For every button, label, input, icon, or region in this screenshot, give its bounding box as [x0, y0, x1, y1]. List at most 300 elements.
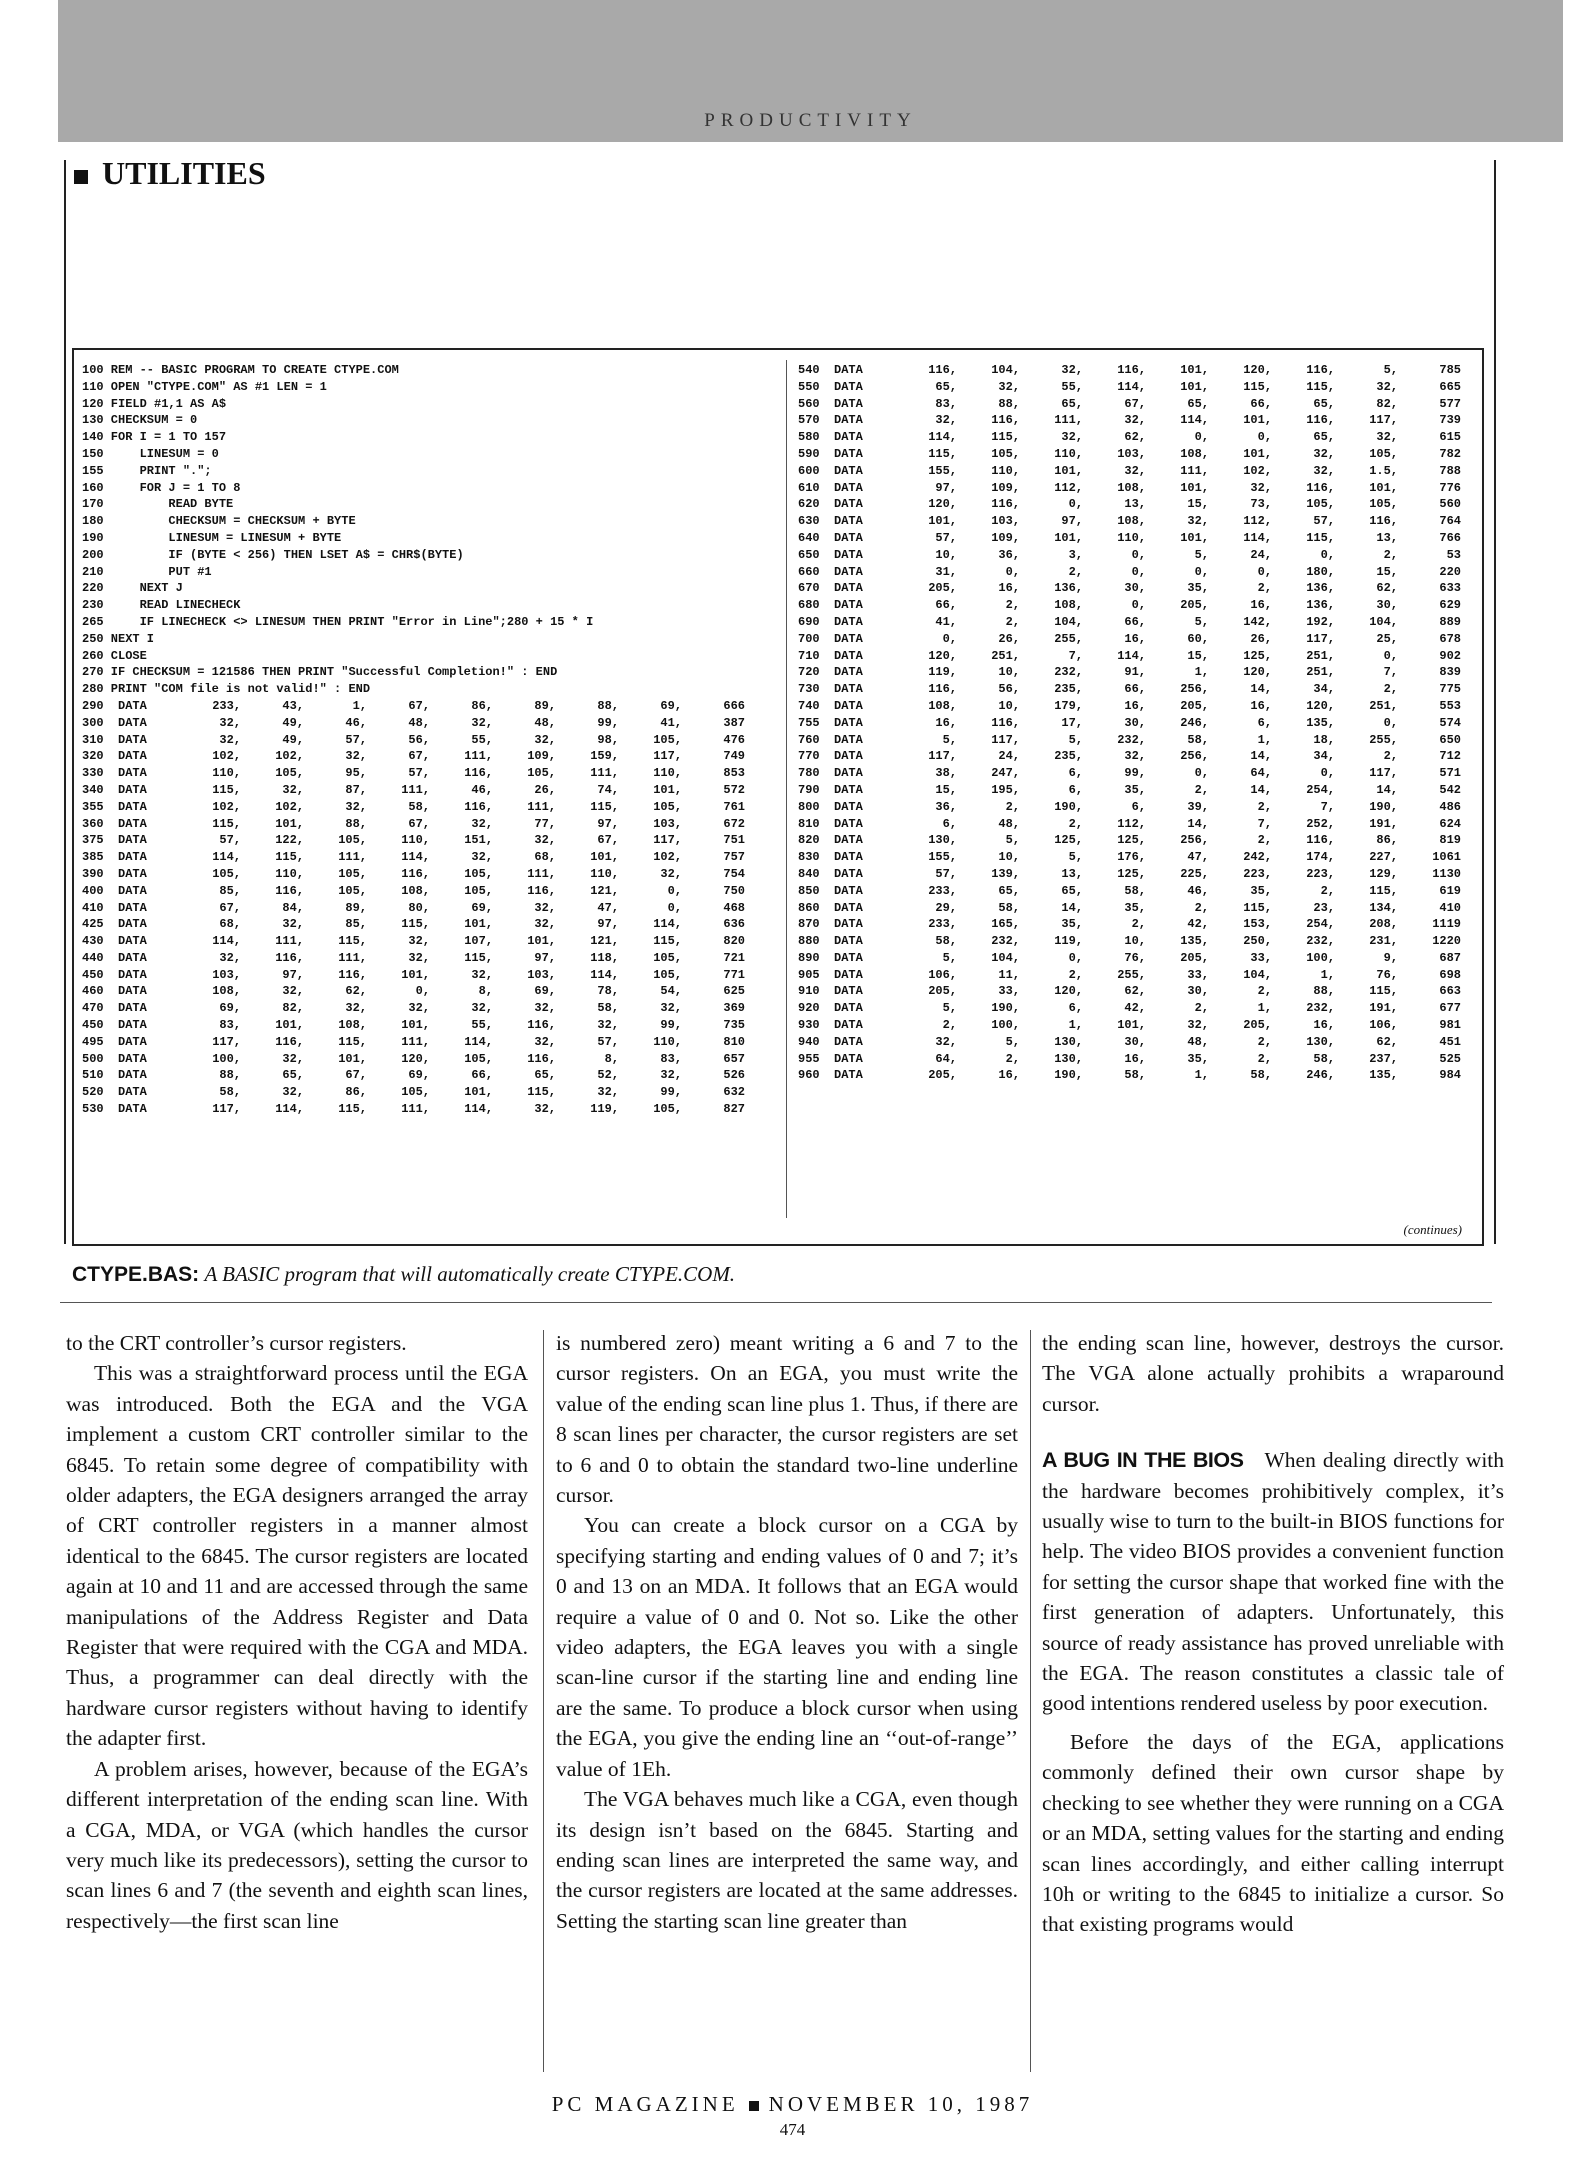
data-value: 5, — [1068, 732, 1083, 747]
data-value: 14, — [1250, 782, 1272, 797]
data-value: 101, — [464, 1085, 493, 1100]
data-value: 577 — [1439, 396, 1461, 411]
data-value: 225, — [1180, 866, 1209, 881]
line-number: 390 — [82, 866, 104, 881]
data-value: 195, — [991, 782, 1020, 797]
page-title: UTILITIES — [74, 155, 266, 192]
data-value: 103, — [527, 967, 556, 982]
data-row — [798, 765, 1478, 782]
data-row — [798, 799, 1478, 816]
data-row — [798, 648, 1478, 665]
keyword: DATA — [834, 430, 863, 445]
keyword: DATA — [834, 749, 863, 764]
data-value: 130, — [928, 833, 957, 848]
data-value: 205, — [1180, 598, 1209, 613]
data-value: 116, — [1369, 514, 1398, 529]
data-value: 0, — [667, 883, 682, 898]
data-value: 32, — [1124, 413, 1146, 428]
data-value: 115, — [653, 934, 682, 949]
data-value: 100, — [1306, 950, 1335, 965]
data-row — [798, 816, 1478, 833]
data-value: 116, — [1306, 363, 1335, 377]
data-value: 223, — [1243, 866, 1272, 881]
data-value: 69, — [471, 900, 493, 915]
data-value: 106, — [1369, 1018, 1398, 1033]
data-row — [798, 631, 1478, 648]
data-value: 98, — [597, 732, 619, 747]
data-value: 32, — [534, 1102, 556, 1117]
line-number: 495 — [82, 1034, 104, 1049]
data-row — [798, 463, 1478, 480]
data-value: 35, — [1187, 581, 1209, 596]
keyword: DATA — [834, 766, 863, 781]
line-number: 710 — [798, 648, 820, 663]
data-value: 16, — [1250, 598, 1272, 613]
data-value: 104, — [1243, 967, 1272, 982]
data-value: 108, — [928, 698, 957, 713]
data-row — [82, 1034, 782, 1051]
data-value: 2, — [1005, 614, 1020, 629]
data-value: 629 — [1439, 598, 1461, 613]
data-row — [82, 1000, 782, 1017]
data-value: 68, — [534, 850, 556, 865]
keyword: DATA — [118, 732, 147, 747]
data-value: 67, — [597, 833, 619, 848]
data-value: 17, — [1061, 715, 1083, 730]
data-row — [82, 916, 782, 933]
data-value: 1, — [1320, 967, 1335, 982]
data-value: 116, — [991, 715, 1020, 730]
data-value: 62, — [1124, 984, 1146, 999]
line-number: 630 — [798, 514, 820, 529]
data-value: 115, — [1369, 883, 1398, 898]
data-value: 572 — [723, 782, 745, 797]
data-value: 117, — [991, 732, 1020, 747]
data-value: 782 — [1439, 446, 1461, 461]
data-value: 678 — [1439, 631, 1461, 646]
data-value: 190, — [1054, 1068, 1083, 1083]
data-value: 32, — [471, 715, 493, 730]
data-value: 47, — [597, 900, 619, 915]
data-value: 130, — [1054, 1034, 1083, 1049]
data-value: 109, — [991, 480, 1020, 495]
keyword: DATA — [118, 967, 147, 982]
data-value: 14, — [1187, 816, 1209, 831]
keyword: DATA — [834, 850, 863, 865]
keyword: DATA — [118, 1102, 147, 1117]
data-value: 121, — [590, 934, 619, 949]
data-value: 14, — [1376, 782, 1398, 797]
keyword: DATA — [118, 749, 147, 764]
code-line: 150 LINESUM = 0 — [82, 446, 219, 461]
keyword: DATA — [834, 497, 863, 512]
data-value: 32, — [471, 967, 493, 982]
data-value: 16, — [1250, 698, 1272, 713]
data-value: 0, — [942, 631, 957, 646]
data-row — [82, 883, 782, 900]
data-value: 101, — [928, 514, 957, 529]
data-value: 233, — [928, 917, 957, 932]
data-value: 32, — [219, 715, 241, 730]
data-value: 32, — [471, 850, 493, 865]
data-value: 486 — [1439, 799, 1461, 814]
data-row — [82, 950, 782, 967]
data-value: 2, — [1194, 1001, 1209, 1016]
data-value: 103, — [653, 816, 682, 831]
data-value: 665 — [1439, 379, 1461, 394]
data-value: 105, — [653, 967, 682, 982]
paragraph: You can create a block cursor on a CGA by specifying starting and ending values of 0 and 7; it’s 0 and 13 on an MDA. It follows that an EGA would require a value of 0 and 0. Not so. Like the other video adapters, the EGA leaves you with a single scan-line cursor if the starting line and ending line are the same. To produce a block cursor when using the EGA, you give the ending line an ‘‘out-of-range’’ value of 1Eh. — [556, 1513, 1018, 1781]
data-value: 105, — [527, 766, 556, 781]
data-value: 116, — [1306, 413, 1335, 428]
data-value: 116, — [464, 766, 493, 781]
data-value: 2, — [1257, 1051, 1272, 1066]
data-value: 15, — [1376, 564, 1398, 579]
data-value: 32, — [660, 866, 682, 881]
line-number: 310 — [82, 732, 104, 747]
keyword: DATA — [834, 1018, 863, 1033]
data-value: 115, — [1306, 530, 1335, 545]
data-value: 115, — [991, 430, 1020, 445]
data-value: 38, — [935, 766, 957, 781]
data-value: 111, — [338, 950, 367, 965]
data-value: 6, — [1068, 782, 1083, 797]
data-value: 76, — [1376, 967, 1398, 982]
data-value: 32, — [1376, 430, 1398, 445]
data-value: 67, — [219, 900, 241, 915]
data-value: 119, — [1054, 934, 1083, 949]
data-value: 13, — [1124, 497, 1146, 512]
data-value: 663 — [1439, 984, 1461, 999]
line-number: 955 — [798, 1051, 820, 1066]
data-value: 57, — [408, 766, 430, 781]
data-value: 41, — [935, 614, 957, 629]
data-row — [82, 765, 782, 782]
data-row — [82, 1084, 782, 1101]
code-line: 270 IF CHECKSUM = 121586 THEN PRINT "Successful Completion!" : END — [82, 665, 558, 680]
data-value: 114, — [1180, 413, 1209, 428]
data-value: 115, — [1369, 984, 1398, 999]
line-number: 690 — [798, 614, 820, 629]
data-value: 83, — [660, 1051, 682, 1066]
line-number: 840 — [798, 866, 820, 881]
data-value: 10, — [998, 698, 1020, 713]
data-value: 39, — [1187, 799, 1209, 814]
data-value: 32, — [345, 749, 367, 764]
data-value: 9, — [1383, 950, 1398, 965]
data-value: 77, — [534, 816, 556, 831]
data-value: 246, — [1180, 715, 1209, 730]
data-value: 223, — [1306, 866, 1335, 881]
data-value: 65, — [935, 379, 957, 394]
data-value: 57, — [935, 530, 957, 545]
data-value: 116, — [991, 497, 1020, 512]
keyword: DATA — [834, 698, 863, 713]
data-value: 65, — [534, 1068, 556, 1083]
data-value: 62, — [1376, 581, 1398, 596]
data-value: 1, — [1257, 732, 1272, 747]
data-value: 179, — [1054, 698, 1083, 713]
data-value: 111, — [527, 866, 556, 881]
data-value: 115, — [275, 850, 304, 865]
data-value: 16, — [1124, 698, 1146, 713]
data-value: 26, — [1250, 631, 1272, 646]
data-value: 102, — [1243, 463, 1272, 478]
line-number: 910 — [798, 984, 820, 999]
line-number: 470 — [82, 1001, 104, 1016]
data-value: 105, — [464, 866, 493, 881]
data-value: 687 — [1439, 950, 1461, 965]
caption-rule — [60, 1302, 1492, 1303]
data-value: 117, — [653, 833, 682, 848]
data-row — [798, 866, 1478, 883]
data-value: 109, — [527, 749, 556, 764]
data-value: 108, — [1180, 446, 1209, 461]
data-value: 116, — [527, 1018, 556, 1033]
data-value: 33, — [1187, 967, 1209, 982]
data-value: 232, — [1054, 665, 1083, 680]
code-line: 100 REM -- BASIC PROGRAM TO CREATE CTYPE.COM — [82, 363, 399, 377]
data-value: 107, — [464, 934, 493, 949]
data-value: 101, — [653, 782, 682, 797]
line-number: 300 — [82, 715, 104, 730]
data-value: 176, — [1117, 850, 1146, 865]
code-line: 230 READ LINECHECK — [82, 598, 241, 613]
data-value: 88, — [345, 816, 367, 831]
line-number: 770 — [798, 749, 820, 764]
data-value: 117, — [928, 749, 957, 764]
data-row — [798, 681, 1478, 698]
data-value: 0, — [1320, 547, 1335, 562]
keyword: DATA — [118, 1085, 147, 1100]
data-value: 476 — [723, 732, 745, 747]
data-value: 104, — [991, 950, 1020, 965]
data-value: 251, — [991, 648, 1020, 663]
data-value: 101, — [1054, 530, 1083, 545]
data-value: 1, — [1194, 1068, 1209, 1083]
data-value: 42, — [1187, 917, 1209, 932]
keyword: DATA — [834, 446, 863, 461]
data-row — [798, 664, 1478, 681]
data-value: 86, — [345, 1085, 367, 1100]
data-value: 111, — [401, 1102, 430, 1117]
data-row — [82, 1067, 782, 1084]
code-line: 140 FOR I = 1 TO 157 — [82, 430, 227, 445]
data-value: 255, — [1054, 631, 1083, 646]
listing-left-column — [82, 362, 782, 1118]
data-value: 252, — [1306, 816, 1335, 831]
listing-divider — [786, 360, 787, 1218]
data-value: 2, — [1194, 900, 1209, 915]
data-value: 120, — [1243, 665, 1272, 680]
data-value: 58, — [998, 900, 1020, 915]
data-value: 34, — [1313, 749, 1335, 764]
data-value: 58, — [408, 799, 430, 814]
data-value: 115, — [338, 934, 367, 949]
keyword: DATA — [118, 1034, 147, 1049]
data-value: 553 — [1439, 698, 1461, 713]
data-row — [82, 1051, 782, 1068]
data-value: 54, — [660, 984, 682, 999]
data-value: 118, — [590, 950, 619, 965]
code-line: 170 READ BYTE — [82, 497, 234, 512]
data-value: 65, — [1061, 883, 1083, 898]
data-value: 13, — [1061, 866, 1083, 881]
data-value: 232, — [1306, 1001, 1335, 1016]
data-value: 101, — [527, 934, 556, 949]
keyword: DATA — [834, 598, 863, 613]
data-value: 105, — [464, 1051, 493, 1066]
data-value: 36, — [998, 547, 1020, 562]
data-value: 105, — [338, 883, 367, 898]
data-row — [798, 429, 1478, 446]
data-value: 125, — [1054, 833, 1083, 848]
data-value: 65, — [1313, 396, 1335, 411]
data-value: 155, — [928, 850, 957, 865]
data-value: 58, — [1250, 1068, 1272, 1083]
data-value: 32, — [534, 917, 556, 932]
data-value: 116, — [928, 363, 957, 377]
data-value: 108, — [401, 883, 430, 898]
data-value: 10, — [998, 665, 1020, 680]
data-value: 14, — [1250, 682, 1272, 697]
data-value: 6, — [1131, 799, 1146, 814]
code-line: 155 PRINT "."; — [82, 463, 212, 478]
data-value: 250, — [1243, 934, 1272, 949]
data-value: 5, — [1068, 850, 1083, 865]
data-value: 2, — [1194, 782, 1209, 797]
data-row — [82, 1017, 782, 1034]
data-value: 42, — [1124, 1001, 1146, 1016]
data-value: 67, — [1124, 396, 1146, 411]
line-number: 580 — [798, 430, 820, 445]
data-value: 48, — [1187, 1034, 1209, 1049]
data-value: 100, — [212, 1051, 241, 1066]
data-value: 205, — [928, 984, 957, 999]
data-value: 2, — [1257, 833, 1272, 848]
data-value: 205, — [928, 581, 957, 596]
data-value: 111, — [338, 850, 367, 865]
data-value: 32, — [1313, 463, 1335, 478]
data-value: 111, — [464, 749, 493, 764]
data-value: 32, — [1061, 363, 1083, 377]
keyword: DATA — [118, 1051, 147, 1066]
data-value: 526 — [723, 1068, 745, 1083]
line-number: 920 — [798, 1001, 820, 1016]
data-value: 32, — [534, 900, 556, 915]
data-value: 136, — [1054, 581, 1083, 596]
line-number: 290 — [82, 698, 104, 713]
keyword: DATA — [834, 665, 863, 680]
data-row — [798, 916, 1478, 933]
data-value: 101, — [1054, 463, 1083, 478]
data-value: 33, — [998, 984, 1020, 999]
data-value: 155, — [928, 463, 957, 478]
data-value: 5, — [1194, 614, 1209, 629]
data-value: 66, — [1250, 396, 1272, 411]
keyword: DATA — [834, 866, 863, 881]
data-value: 205, — [1243, 1018, 1272, 1033]
data-value: 33, — [1250, 950, 1272, 965]
article-column-3 — [1042, 1328, 1504, 1940]
paragraph: to the CRT controller’s cursor registers. — [66, 1331, 407, 1355]
data-value: 56, — [998, 682, 1020, 697]
data-value: 32, — [1061, 430, 1083, 445]
data-value: 116, — [1117, 363, 1146, 377]
data-value: 110, — [590, 866, 619, 881]
data-row — [798, 412, 1478, 429]
data-value: 2, — [1257, 581, 1272, 596]
line-number: 760 — [798, 732, 820, 747]
data-value: 111, — [1054, 413, 1083, 428]
line-number: 610 — [798, 480, 820, 495]
data-value: 788 — [1439, 463, 1461, 478]
article-column-1 — [66, 1328, 528, 1936]
data-value: 58, — [935, 934, 957, 949]
data-value: 110, — [1117, 530, 1146, 545]
data-value: 2, — [1005, 799, 1020, 814]
data-value: 16, — [935, 715, 957, 730]
data-value: 102, — [275, 749, 304, 764]
data-value: 55, — [471, 732, 493, 747]
data-value: 114, — [212, 850, 241, 865]
data-value: 256, — [1180, 833, 1209, 848]
data-value: 29, — [935, 900, 957, 915]
data-value: 57, — [1313, 514, 1335, 529]
data-value: 129, — [1369, 866, 1398, 881]
data-value: 101, — [338, 1051, 367, 1066]
data-row — [798, 597, 1478, 614]
data-value: 48, — [998, 816, 1020, 831]
keyword: DATA — [834, 547, 863, 562]
data-value: 136, — [1306, 598, 1335, 613]
keyword: DATA — [118, 866, 147, 881]
data-value: 205, — [928, 1068, 957, 1083]
data-value: 101, — [275, 816, 304, 831]
data-value: 101, — [1117, 1018, 1146, 1033]
data-value: 97, — [597, 816, 619, 831]
data-value: 672 — [723, 816, 745, 831]
data-value: 889 — [1439, 614, 1461, 629]
line-number: 360 — [82, 816, 104, 831]
data-value: 88, — [998, 396, 1020, 411]
data-value: 101, — [1180, 530, 1209, 545]
paragraph: This was a straightforward process until the EGA was introduced. Both the EGA and the VGA implement a custom CRT controller similar to the 6845. To retain some degree of compatibility with older adapters, the EGA designers arranged the array of CRT controller registers in a manner almost identical to the 6845. The cursor registers are located again at 10 and 11 and are accessed through the same manipulations of the Address Register and Data Register that were required with the CGA and MDA. Thus, a programmer can deal directly with the hardware cursor registers without having to identify the adapter first. — [66, 1361, 528, 1751]
line-number: 320 — [82, 749, 104, 764]
data-value: 32, — [1187, 1018, 1209, 1033]
data-value: 108, — [338, 1018, 367, 1033]
data-value: 102, — [212, 749, 241, 764]
data-value: 109, — [991, 530, 1020, 545]
data-row — [82, 732, 782, 749]
data-value: 115, — [1306, 379, 1335, 394]
data-value: 191, — [1369, 816, 1398, 831]
data-value: 0, — [1131, 598, 1146, 613]
data-value: 101, — [1243, 446, 1272, 461]
data-value: 97, — [597, 917, 619, 932]
line-number: 410 — [82, 900, 104, 915]
data-value: 114, — [1243, 530, 1272, 545]
data-value: 1130 — [1432, 866, 1461, 881]
keyword: DATA — [834, 1068, 863, 1083]
data-value: 112, — [1054, 480, 1083, 495]
data-value: 111, — [527, 799, 556, 814]
data-value: 66, — [471, 1068, 493, 1083]
data-value: 30, — [1124, 1034, 1146, 1049]
data-value: 0, — [1194, 564, 1209, 579]
data-value: 135, — [1306, 715, 1335, 730]
data-value: 231, — [1369, 934, 1398, 949]
